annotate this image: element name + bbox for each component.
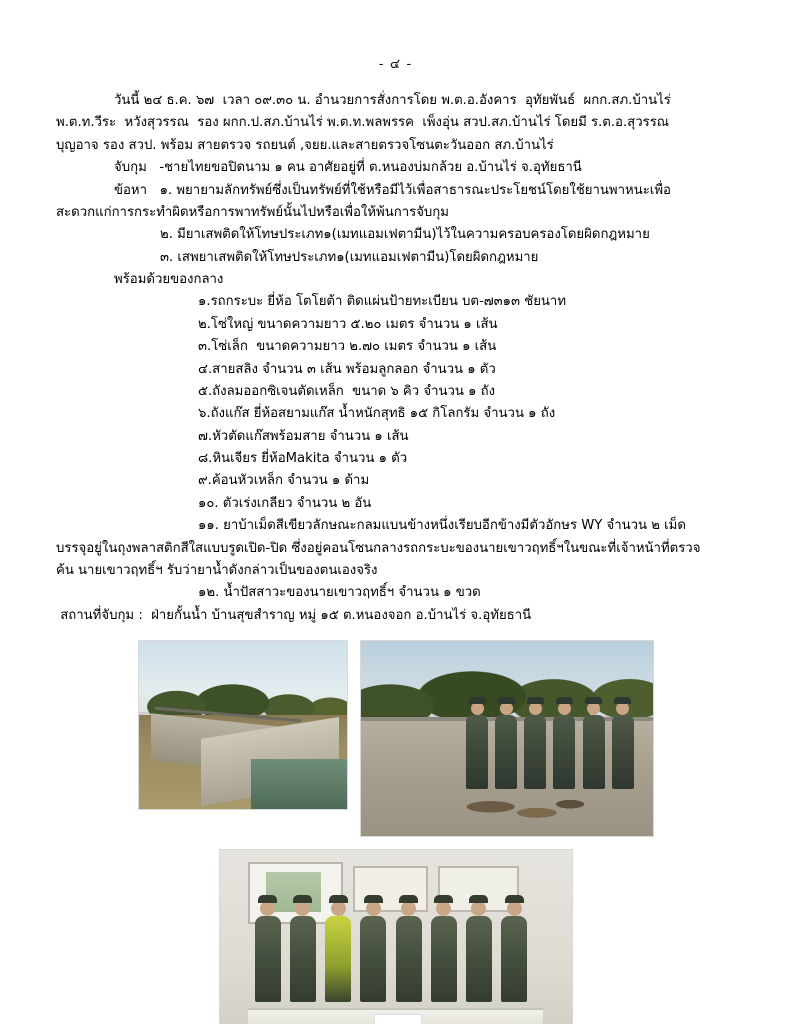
paragraph-charge-3: ๓. เสพยาเสพติดให้โทษประเภท๑(เมทแอมเฟตามีน)โดยผิดกฎหมาย bbox=[160, 249, 539, 265]
evidence-item-2: ๒.โซ่ใหญ่ ขนาดความยาว ๕.๒๐ เมตร จำนวน ๑ เส้น bbox=[198, 316, 498, 332]
officer-figure bbox=[360, 916, 386, 1002]
officer-figure bbox=[466, 916, 492, 1002]
photo-row-bottom bbox=[138, 849, 654, 1024]
evidence-item-10: ๑๐. ตัวเร่งเกลียว จำนวน ๒ อัน bbox=[198, 495, 372, 511]
evidence-item-11: ๑๑. ยาบ้าเม็ดสีเขียวลักษณะกลมแบนข้างหนึ่งเรียบอีกข้างมีตัวอักษร WY จำนวน ๒ เม็ด bbox=[198, 518, 686, 534]
officer-figure bbox=[255, 916, 281, 1002]
evidence-item-4: ๔.สายสลิง จำนวน ๓ เส้น พร้อมลูกลอก จำนวน ๑ ตัว bbox=[198, 361, 496, 377]
photo-gallery bbox=[138, 640, 654, 1024]
evidence-item-12: ๑๒. น้ำปัสสาวะของนายเขาวฤทธิ์ฯ จำนวน ๑ ขวด bbox=[198, 585, 481, 601]
photo-canal-water bbox=[251, 759, 347, 809]
paragraph-charge-1-cont: สะดวกแก่การกระทำผิดหรือการพาทรัพย์นั้นไปหรือเพื่อให้พ้นการจับกุม bbox=[56, 204, 449, 220]
paragraph-evidence-heading: พร้อมด้วยของกลาง bbox=[114, 272, 224, 287]
evidence-item-1: ๑.รถกระบะ ยี่ห้อ โตโยต้า ติดแผ่นป้ายทะเบียน บต-๗๓๑๓ ชัยนาท bbox=[198, 294, 567, 310]
paragraph-charge-2: ๒. มียาเสพติดให้โทษประเภท๑(เมทแอมเฟตามีน)ไว้ในความครอบครองโดยผิดกฎหมาย bbox=[160, 227, 650, 243]
page-number: - ๔ - bbox=[378, 56, 413, 72]
photo-officers-evidence bbox=[360, 640, 653, 837]
evidence-item-8: ๘.หินเจียร ยี่ห้อMakita จำนวน ๑ ตัว bbox=[198, 451, 408, 466]
evidence-item-3: ๓.โซ่เล็ก ขนาดความยาว ๒.๗๐ เมตร จำนวน ๑ เส้น bbox=[198, 339, 497, 355]
officer-figure bbox=[553, 715, 575, 789]
photo-officers-figures bbox=[361, 700, 652, 790]
paragraph-date-command: วันนี้ ๒๔ ธ.ค. ๖๗ เวลา ๐๙.๓๐ น. อำนวยการสั่งการโดย พ.ต.อ.อังคาร อุทัยพันธ์ ผกก.สภ.บ้านไร่ bbox=[114, 93, 671, 108]
officer-figure bbox=[431, 916, 457, 1002]
evidence-item-6: ๖.ถังแก๊ส ยี่ห้อสยามแก๊ส น้ำหนักสุทธิ ๑๕ กิโลกรัม จำนวน ๑ ถัง bbox=[198, 406, 556, 422]
evidence-item-5: ๕.ถังลมออกซิเจนตัดเหล็ก ขนาด ๖ คิว จำนวน ๑ ถัง bbox=[198, 383, 496, 399]
officer-figure bbox=[583, 715, 605, 789]
evidence-item-11-cont-2: ค้น นายเขาวฤทธิ์ฯ รับว่ายาน้ำดังกล่าวเป็นของตนเองจริง bbox=[56, 562, 378, 578]
photo-officers-evidence-items bbox=[460, 781, 588, 824]
evidence-item-11-cont-1: บรรจุอยู่ในถุงพลาสติกสีใสแบบรูดเปิด-ปิด ซึ่งอยู่คอนโซนกลางรถกระบะของนายเขาวฤทธิ์ฯในขณะที่เจ้าหน้าที่ตรวจ bbox=[56, 540, 701, 556]
paragraph-arrest: จับกุม -ชายไทยขอปิดนาม ๑ คน อาศัยอยู่ที่ ต.หนองบ่มกล้วย อ.บ้านไร่ จ.อุทัยธานี bbox=[114, 160, 582, 176]
officer-figure bbox=[612, 715, 634, 789]
evidence-item-9: ๙.ค้อนหัวเหล็ก จำนวน ๑ ด้าม bbox=[198, 473, 370, 489]
paragraph-location: สถานที่จับกุม : ฝ่ายกั้นน้ำ บ้านสุขสำราญ หมู่ ๑๕ ต.หนองจอก อ.บ้านไร่ จ.อุทัยธานี bbox=[56, 607, 532, 623]
officer-figure bbox=[396, 916, 422, 1002]
officer-figure bbox=[290, 916, 316, 1002]
officer-figure bbox=[495, 715, 517, 789]
photo-indoor-figures bbox=[220, 916, 572, 1002]
officer-figure bbox=[501, 916, 527, 1002]
officer-figure bbox=[524, 715, 546, 789]
photo-group-indoor bbox=[219, 849, 573, 1024]
officer-figure bbox=[466, 715, 488, 789]
photo-canal-weir bbox=[138, 640, 349, 810]
photo-row-top bbox=[138, 640, 654, 837]
document-body bbox=[56, 90, 735, 626]
photo-indoor-map-board bbox=[248, 862, 344, 925]
evidence-item-7: ๗.หัวตัดแก๊สพร้อมสาย จำนวน ๑ เส้น bbox=[198, 428, 409, 444]
paragraph-officers-line-3: บุญอาจ รอง สวป. พร้อม สายตรวจ รถยนต์ ,จยย.และสายตรวจโซนตะวันออก สภ.บ้านไร่ bbox=[56, 137, 554, 153]
paragraph-charge-1: ข้อหา ๑. พยายามลักทรัพย์ซึ่งเป็นทรัพย์ที่ใช้หรือมีไว้เพื่อสาธารณะประโยชน์โดยใช้ยานพาหนะเพื่อ bbox=[114, 182, 671, 198]
photo-indoor-paper bbox=[374, 1014, 422, 1024]
paragraph-officers-line-2: พ.ต.ท.วีระ หวังสุวรรณ รอง ผกก.ป.สภ.บ้านไร่ พ.ต.ท.พลพรรค เพ็งอุ่น สวป.สภ.บ้านไร่ โดยมี ร.ต.อ.สุวรรณ bbox=[56, 115, 670, 131]
photo-indoor-notice-board-2 bbox=[353, 866, 427, 913]
officer-figure-vest bbox=[325, 916, 351, 1002]
